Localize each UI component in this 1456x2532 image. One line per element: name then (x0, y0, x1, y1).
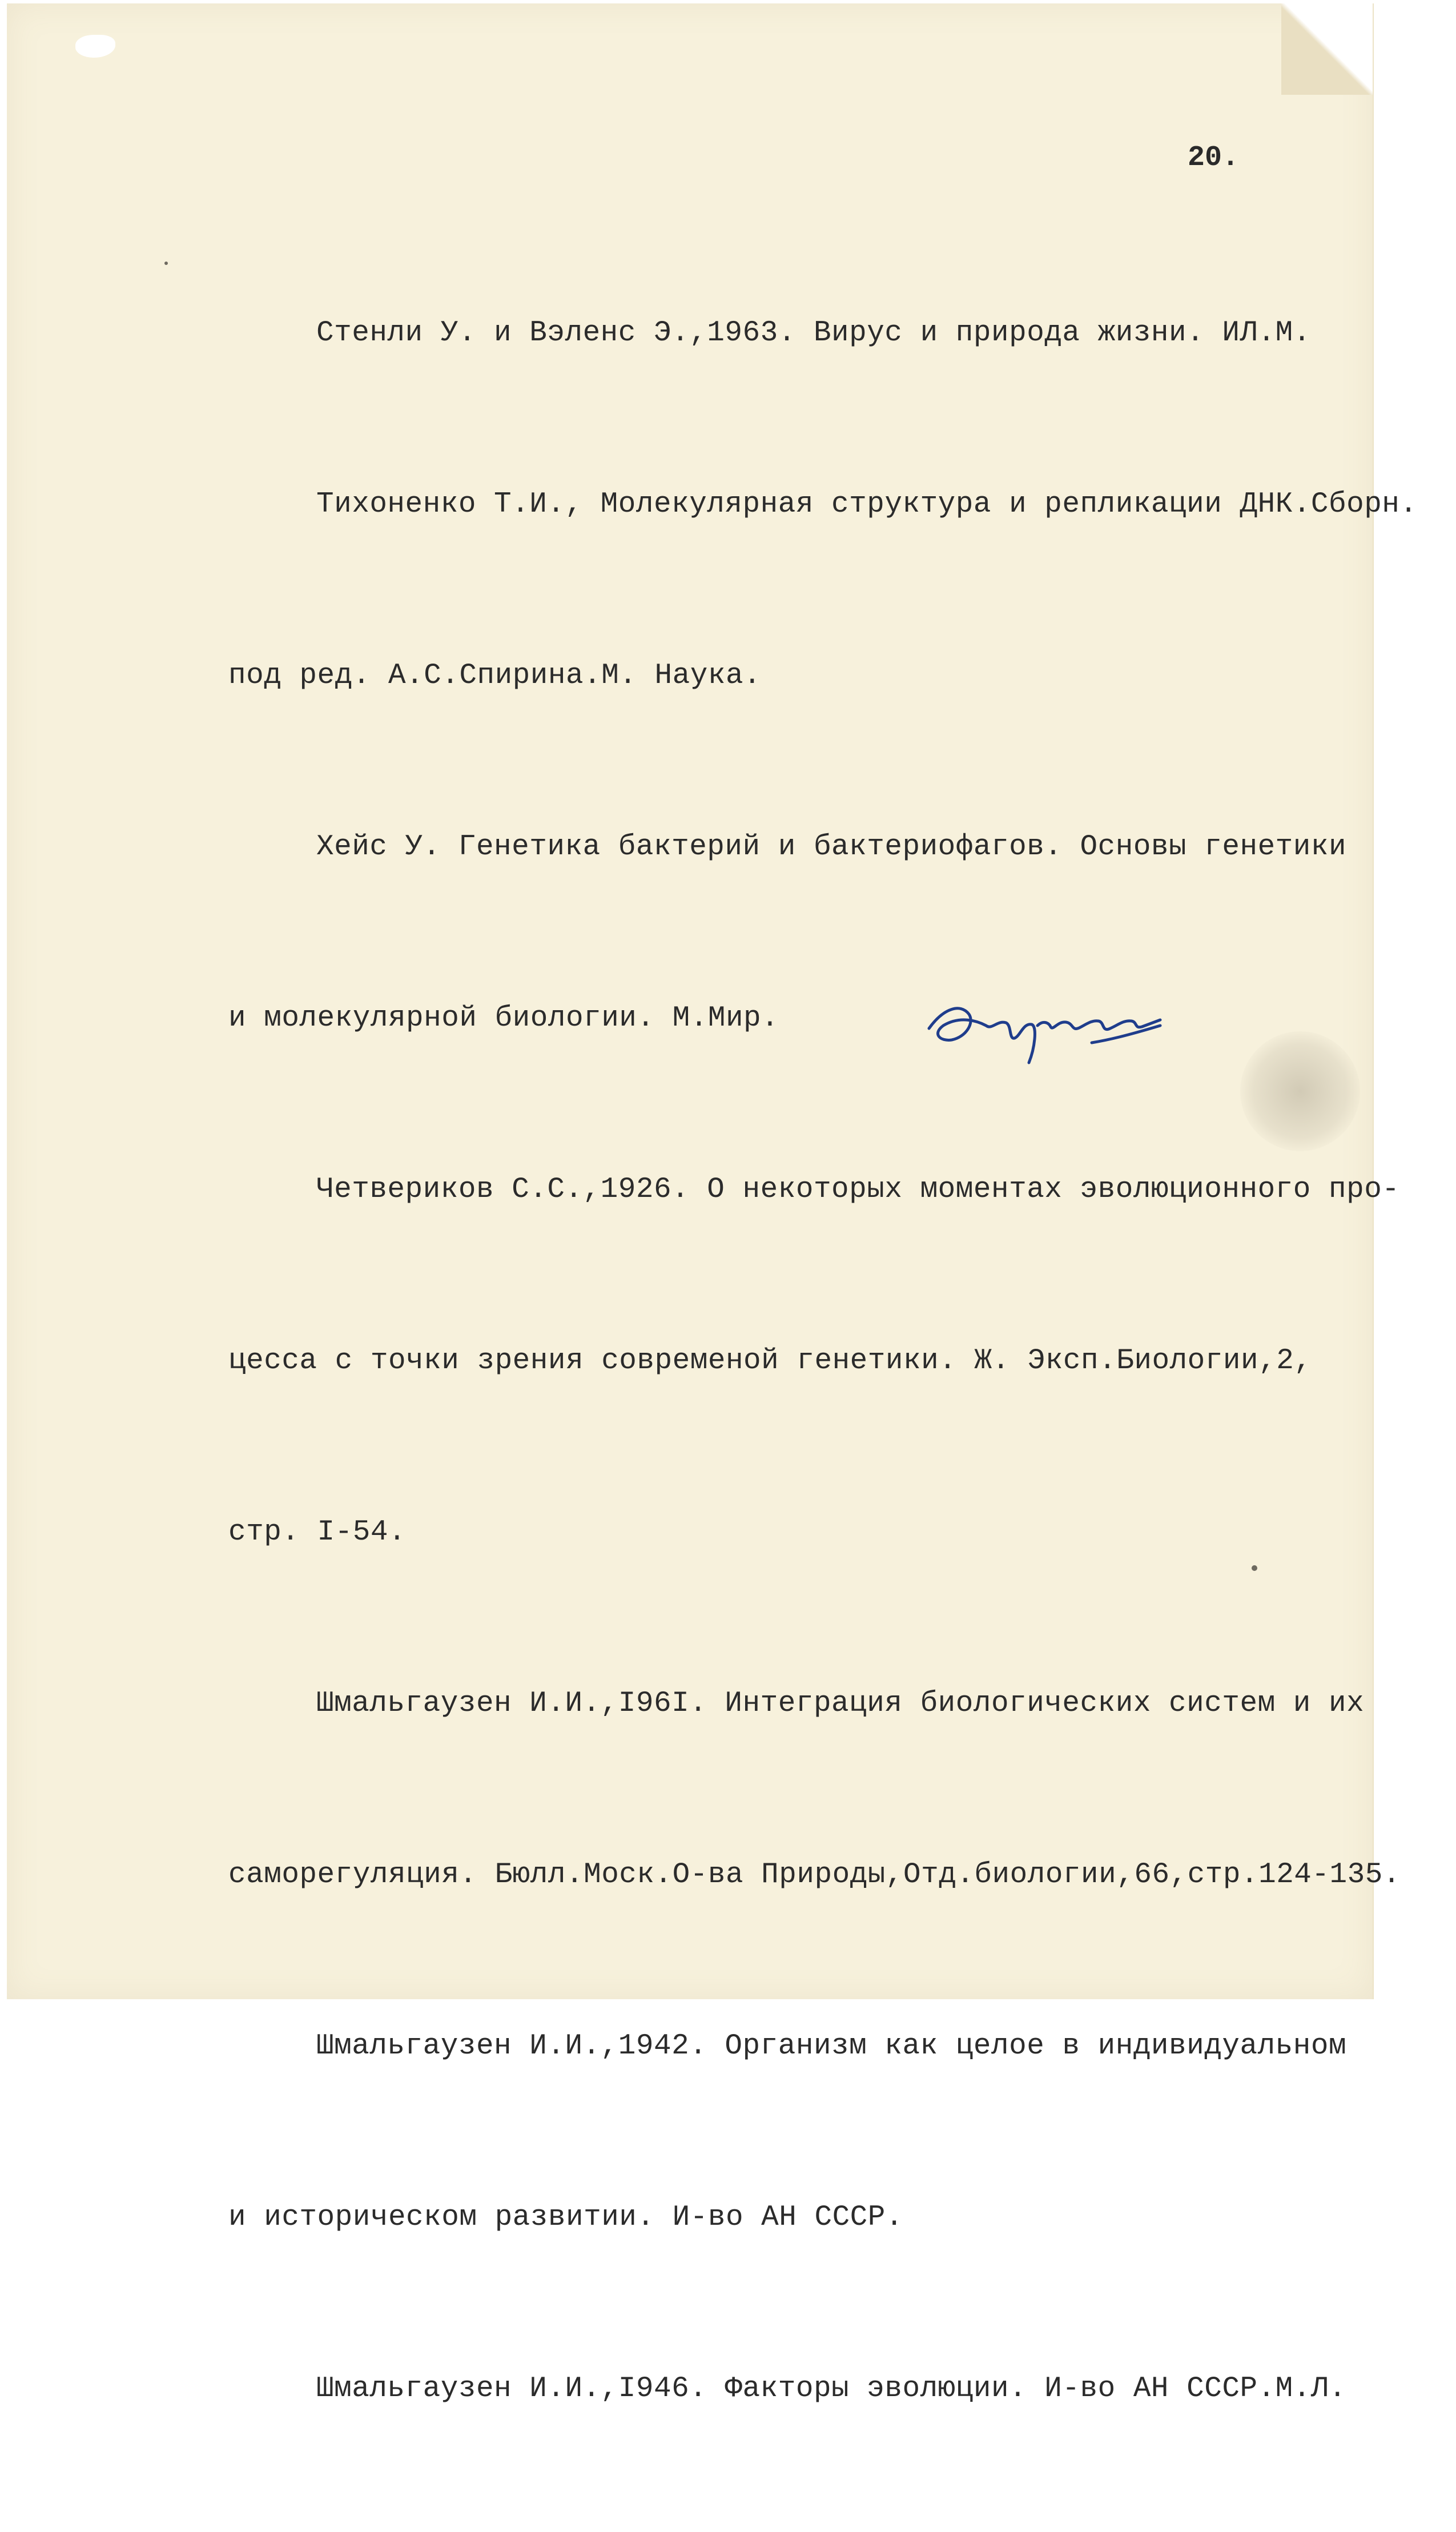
reference-line: Хейс У. Генетика бактерий и бактериофагов. Основы генетики (316, 831, 1347, 863)
paper-speck (164, 262, 168, 265)
reference-line: цесса с точки зрения современой генетики. Ж. Эксп.Биологии,2, (228, 1345, 1312, 1377)
reference-line: под ред. А.С.Спирина.М. Наука. (228, 660, 762, 692)
reference-list (228, 191, 1418, 2532)
reference-line: и молекулярной биологии. М.Мир. (228, 1002, 779, 1035)
handwritten-signature (920, 986, 1172, 1071)
reference-line: Шмальгаузен И.И.,1942. Организм как целое в индивидуальном (316, 2030, 1347, 2063)
reference-line: Тихоненко Т.И., Молекулярная структура и репликации ДНК.Сборн. (316, 488, 1418, 521)
reference-line: и историческом развитии. И-во АН СССР. (228, 2201, 903, 2234)
paper-speck (1252, 1565, 1257, 1571)
reference-line: Шмальгаузен И.И.,I96I. Интеграция биологических систем и их (316, 1687, 1365, 1720)
reference-line: стр. I-54. (228, 1516, 407, 1549)
document-sheet (7, 3, 1418, 2405)
reference-line: саморегуляция. Бюлл.Моск.О-ва Природы,Отд.биологии,66,стр.124-135. (228, 1859, 1401, 1891)
reference-line: Стенли У. и Вэленс Э.,1963. Вирус и природа жизни. ИЛ.М. (316, 317, 1311, 349)
folded-corner (1281, 3, 1373, 95)
paper-stain (1240, 1031, 1360, 1151)
page-number: 20. (1188, 142, 1240, 174)
paper-tear (75, 35, 115, 58)
reference-line: Шмальгаузен И.И.,I946. Факторы эволюции. И-во АН СССР.М.Л. (316, 2373, 1347, 2405)
reference-line: Четвериков С.С.,1926. О некоторых моментах эволюционного про- (316, 1173, 1400, 1206)
